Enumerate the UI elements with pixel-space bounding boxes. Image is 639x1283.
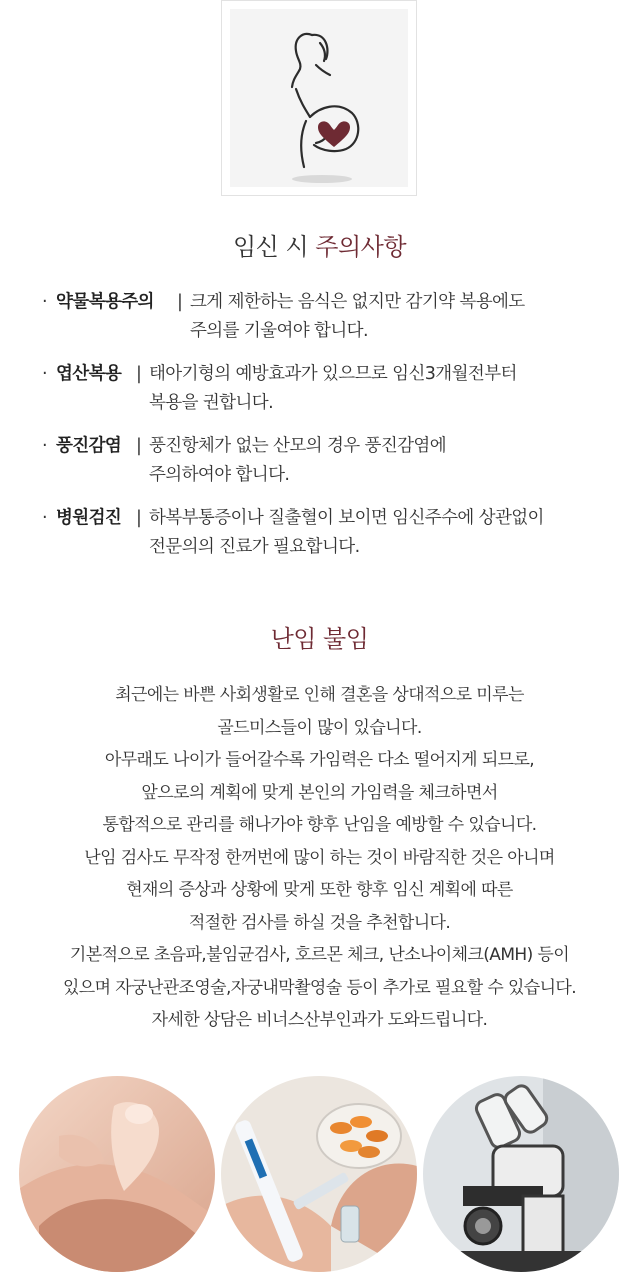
header-icon-frame — [221, 0, 417, 196]
paragraph-line: 골드미스들이 많이 있습니다. — [217, 717, 422, 738]
caution-text-line: 복용을 권합니다. — [149, 393, 274, 413]
separator: | — [136, 436, 142, 456]
paragraph-line: 난임 검사도 무작정 한꺼번에 많이 하는 것이 바람직한 것은 아니며 — [84, 847, 555, 868]
paragraph-line: 최근에는 바쁜 사회생활로 인해 결혼을 상대적으로 미루는 — [115, 685, 524, 705]
separator: | — [136, 364, 142, 384]
caution-text-line: 전문의의 진료가 필요합니다. — [149, 537, 360, 557]
caution-list — [42, 288, 622, 576]
pregnant-woman-heart-icon — [230, 9, 408, 187]
header-icon-background — [230, 9, 408, 187]
medication-hands-photo — [221, 1076, 417, 1272]
caution-text-line: 주의하여야 합니다. — [149, 465, 290, 485]
paragraph-line: 아무래도 나이가 들어갈수록 가임력은 다소 떨어지게 되므로, — [104, 750, 535, 770]
title-prefix: 임신 시 — [232, 233, 309, 261]
caution-item-checkup — [42, 504, 622, 562]
bullet: · — [42, 364, 47, 384]
bullet: · — [42, 292, 47, 312]
paragraph-line: 기본적으로 초음파,불임균검사, 호르몬 체크, 난소나이체크(AMH) 등이 — [69, 945, 570, 965]
caution-label: 병원검진 — [56, 508, 122, 528]
caution-text-line: 주의를 기울여야 합니다. — [190, 321, 368, 341]
paragraph-line: 현재의 증상과 상황에 맞게 또한 향후 임신 계획에 따른 — [126, 880, 513, 900]
bullet: · — [42, 436, 47, 456]
caution-item-medication — [42, 288, 622, 346]
separator: | — [177, 292, 183, 312]
caution-label: 풍진감염 — [56, 436, 122, 456]
section-title-pregnancy-cautions — [0, 227, 639, 262]
caution-item-folic-acid — [42, 360, 622, 418]
caution-text-line: 하복부통증이나 질출혈이 보이면 임신주수에 상관없이 — [149, 508, 544, 528]
paragraph-line: 적절한 검사를 하실 것을 추천합니다. — [188, 912, 451, 933]
paragraph-line: 자세한 상담은 비너스산부인과가 도와드립니다. — [151, 1010, 488, 1030]
title-accent: 주의사항 — [315, 233, 407, 261]
bullet: · — [42, 508, 47, 528]
caution-text-line: 풍진항체가 없는 산모의 경우 풍진감염에 — [149, 436, 447, 456]
microscope-photo — [423, 1076, 619, 1272]
caution-text-line: 태아기형의 예방효과가 있으므로 임신3개월전부터 — [149, 364, 517, 384]
caution-label: 엽산복용 — [56, 364, 122, 384]
infertility-paragraph — [0, 679, 639, 1037]
paragraph-line: 통합적으로 관리를 해나가야 향후 난임을 예방할 수 있습니다. — [102, 815, 537, 835]
caution-label: 약물복용주의 — [56, 292, 154, 312]
heart-icon — [318, 121, 350, 147]
baby-hands-photo — [19, 1076, 215, 1272]
paragraph-line: 있으며 자궁난관조영술,자궁내막촬영술 등이 추가로 필요할 수 있습니다. — [62, 977, 577, 998]
separator: | — [136, 508, 142, 528]
title-accent: 난임 불임 — [270, 625, 369, 653]
caution-text-line: 크게 제한하는 음식은 없지만 감기약 복용에도 — [190, 292, 525, 312]
caution-item-rubella — [42, 432, 622, 490]
section-title-infertility — [0, 619, 639, 654]
paragraph-line: 앞으로의 계획에 맞게 본인의 가임력을 체크하면서 — [141, 782, 498, 803]
